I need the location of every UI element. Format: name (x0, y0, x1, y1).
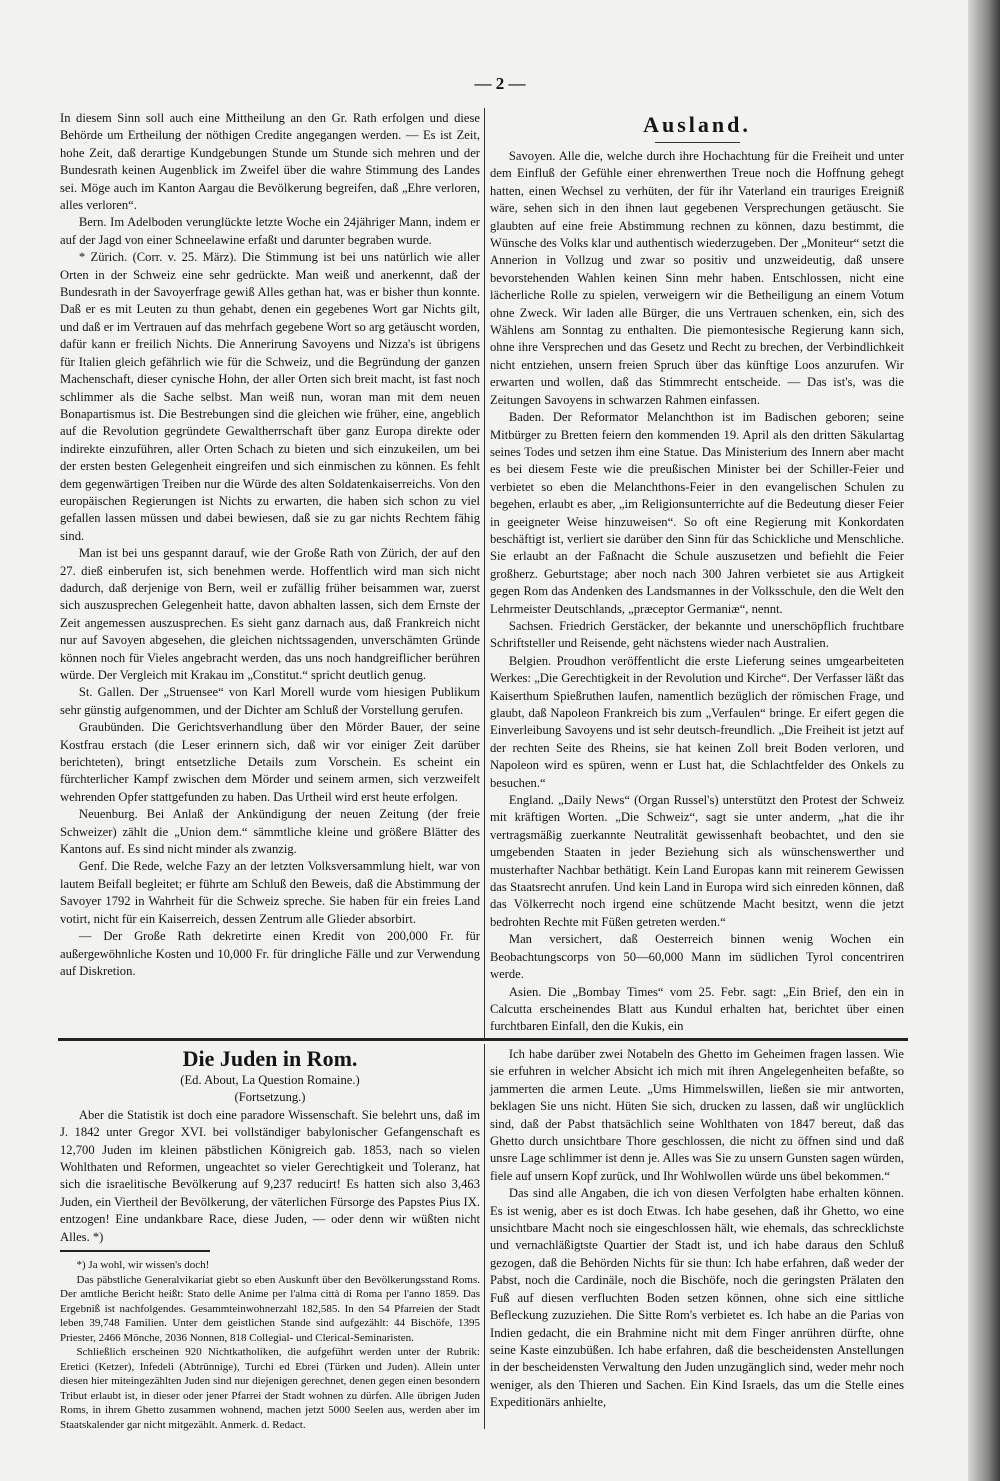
feuilleton-left (60, 1046, 480, 1432)
paragraph: Asien. Die „Bombay Times“ vom 25. Febr. sagt: „Ein Brief, den ein in Calcutta erscheinendes Blatt aus Kundul erhalten hat, berichtet über einen furchtbaren Einfall, den die Kukis, ein (490, 984, 904, 1034)
footnote: Schließlich erscheinen 920 Nichtkatholiken, die aufgeführt werden unter der Rubrik: Eretici (Ketzer), Infedeli (Abtrünnige), Turchi ed Ebrei (Türken und Juden). Allein unter diesen hier miteingezählten Juden sind nur diejenigen gerechnet, denen gegen einen besondern Tribut erlaubt ist, in dieser oder jener Pfarrei der Stadt wohnen zu dürfen. Alle übrigen Juden Roms, in ihrem Ghetto zusammen wohnend, machen jetzt 5000 Seelen aus, werden aber im Staatskalender gar nicht mitgezählt. Anmerk. d. Redact. (60, 1346, 480, 1431)
feuilleton-source: (Ed. About, La Question Romaine.) (180, 1073, 360, 1087)
paragraph: * Zürich. (Corr. v. 25. März). Die Stimmung ist bei uns natürlich wie aller Orten in der Schweiz eine sehr gedrückte. Man weiß und anerkennt, daß der Bundesrath in der Savoyerfrage gewiß Alles gethan hat, was er bisher thun konnte. Daß er es mit Leuten zu thun gehabt, denen ein gegebenes Wort gar Nichts gilt, und daß er im Vertrauen auf das mehrfach gegebene Wort so arg getäuscht worden, dafür kann er freilich Nichts. Die Annerirung Savoyens und Nizza's ist übrigens für Italien gleich gefährlich wie für die Schweiz, und die Begründung der ganzen Machenschaft, dieser cynische Hohn, der aller Orten sich breit macht, ist fast noch schlimmer als die Sache selbst. Man weiß nun, woran man mit dem neuen Bonapartismus ist. Die Bestrebungen sind die gleichen wie früher, eine, angeblich auf die Revolution gegründete Gewaltherrschaft über ganz Europa direkte oder indirekte einzuführen, aller Orten Schach zu bieten und sich einzukeilen, um bei der ersten besten Gelegenheit eingreifen und sich einmischen zu können. Es fehlt dem gegenwärtigen Treiben nur die Würde des alten Soldatenkaiserreichs. Von den europäischen Regierungen ist Nichts zu erwarten, die haben sich schon zu viel gefallen lassen müssen und dabei bewiesen, daß sie zu gar nichts Rechtem fähig sind. (60, 250, 480, 543)
column-divider (484, 108, 485, 1038)
column-divider-bottom (484, 1044, 485, 1429)
paragraph: — Der Große Rath dekretirte einen Kredit von 200,000 Fr. für außergewöhnliche Kosten und 10,000 Fr. für dringliche Fälle und zur Verwendung auf Diskretion. (60, 929, 480, 978)
feuilleton-title: Die Juden in Rom. (182, 1046, 358, 1071)
right-column-foreign-news (490, 148, 904, 1036)
paragraph: Bern. Im Adelboden verunglückte letzte Woche ein 24jähriger Mann, indem er auf der Jagd von einer Schneelawine erfaßt und darunter begraben wurde. (60, 215, 480, 247)
section-divider (58, 1038, 908, 1041)
section-heading-ausland: Ausland. (643, 112, 751, 137)
paragraph: Das sind alle Angaben, die ich von diesen Verfolgten habe erhalten können. Es ist wenig, aber es ist doch Etwas. Ich habe gesehen, daß ihr Ghetto, wo eine unsichtbare Macht noch sie eingeschlossen hält, wie ehemals, das schrecklichste und vernachläßigtste Quartier der Stadt ist, und ich habe daraus den Schluß gezogen, daß die Behörden Nichts für sie thun: Ich habe erfahren, daß weder der Pabst, noch die Cardinäle, noch die Bischöfe, noch die geringsten Prälaten den Fuß auf diesen verfluchten Boden setzen können, ohne sich eine sittliche Befleckung zuzuziehen. Die Sitte Rom's verbietet es. Ich habe an die Parias von Indien gedacht, die ein Brahmine nicht mit dem Finger anrühren dürfte, ohne seine Kaste einzubüßen. Ich habe erfahren, daß die bescheidensten Anstellungen in der bescheidensten Verwaltung den Juden unzugänglich sind, weder mehr noch weniger, als den Thieren und Sachen. Ein Kind Israels, das um die Stelle eines Expeditionärs anhielte, (490, 1186, 904, 1410)
paragraph: Genf. Die Rede, welche Fazy an der letzten Volksversammlung hielt, war von lautem Beifall begleitet; er führte am Schluß den Beweis, daß die Abstimmung der Savoyer 1792 in Wahrheit für die Schweiz spreche. Sie haben für ein freies Land votirt, nicht für ein Kaiserreich, dessen Zentrum alle Glieder absorbirt. (60, 859, 480, 926)
page-edge (968, 0, 1000, 1481)
paragraph: England. „Daily News“ (Organ Russel's) unterstützt den Protest der Schweiz mit kräftigen Worten. „Die Schweiz“, sagt sie unter anderm, „hat die ihr vertragsmäßig zuerkannte Neutralität gewissenhaft beobachtet, und den sie umgebenden Staaten in jeder Beziehung sich als wünschenswerther und musterhafter Nachbar bethätigt. Kein Land Europas kann mit reinerem Gewissen das Staatsrecht anrufen. Und kein Land in Europa wird sich einreden können, daß das Völkerrecht noch irgend eine schützende Macht besitzt, wenn die jetzt bedrohten Rechte mit Füßen getreten werden.“ (490, 793, 904, 929)
paragraph: Savoyen. Alle die, welche durch ihre Hochachtung für die Freiheit und unter dem Einfluß der Gefühle einer ehrenwerthen Treue noch die Hoffnung gehegt hatten, einen Wechsel zu verhüten, der für ihr Vaterland ein trauriges Ereigniß wäre, sehen sich in den ihnen laut gegebenen Versprechungen getäuscht. Sie glaubten auf eine freie Abstimmung rechnen zu können, dazu bestimmt, die Wünsche des Volks klar und authentisch wiederzugeben. Der „Moniteur“ setzt die Annerion in Vollzug und zwar so positiv und unzweideutig, daß unsere bevorstehenden Wahlen keinen Sinn mehr haben. Entschlossen, nicht eine lächerliche Rolle zu spielen, verweigern wir die Betheiligung an einem Votum ohne Zweck. Wir laden alle Bürger, die uns Vertrauen schenken, ein, sich des Wählens am Sonntag zu enthalten. Die piemontesische Regierung kann sich, ohne ihre Versprechen und das Gesetz und Recht zu brechen, der Verbindlichkeit nicht entziehen, unsern freien Spruch über das künftige Loos anzurufen. Wir erwarten und wollen, daß das Stimmrecht entscheide. — Das ist's, was die Zeitungen Savoyens in schwarzen Rahmen einfassen. (490, 149, 904, 407)
paragraph: Ich habe darüber zwei Notabeln des Ghetto im Geheimen fragen lassen. Wie sie erfuhren in welcher Absicht ich mich mit ihren Angelegenheiten befaßte, so jammerten die armen Leute. „Ums Himmelswillen, ließen sie mir antworten, beklagen Sie uns nicht. Hüten Sie sich, drucken zu lassen, daß wir unglücklich sind, daß der Pabst thatsächlich seine Wohlthaten von 1847 bereut, daß das Ghetto durch unsichtbare Thore geschlossen, die nicht zu öffnen sind und daß unsre Lage schlimmer ist denn je. Alles was Sie zu unsern Gunsten sagen würden, fiele auf unsern Kopf zurück, und Ihr Wohlwollen würde uns übel bekommen.“ (490, 1047, 904, 1183)
paragraph: Aber die Statistik ist doch eine paradore Wissenschaft. Sie belehrt uns, daß im J. 1842 unter Gregor XVI. bei vollständiger babylonischer Gefangenschaft es 12,700 Juden im kleinen päbstlichen Königreich gab. 1853, nach so vielen Wohlthaten und Reformen, ungeachtet so vieler Gerechtigkeit und Toleranz, hat sich die israelitische Bevölkerung auf 9,237 reducirt! Es hatten sich also 3,463 Juden, ein Viertheil der Bevölkerung, der väterlichen Fürsorge des Papstes Pius IX. entzogen! Eine undankbare Race, diese Juden, — oder denn wir wüßten nicht Alles. *) (60, 1107, 480, 1244)
paragraph: Sachsen. Friedrich Gerstäcker, der bekannte und unerschöpflich fruchtbare Schriftsteller und Reisende, geht nächstens wieder nach Australien. (490, 618, 904, 651)
heading-rule (655, 142, 740, 143)
paragraph: Man ist bei uns gespannt darauf, wie der Große Rath von Zürich, der auf den 27. dieß einberufen ist, sich benehmen werde. Hoffentlich wird man sich nicht dadurch, daß derjenige von Bern, weil er zufällig früher beisammen war, zuerst sich auszusprechen Gelegenheit hatte, davon abhalten lassen, sich dem Ernste der Zeit angemessen auszusprechen. Es sieht ganz darnach aus, daß Frankreich nicht nur auf Savoyen abgesehen, die gleichen nichtssagenden, unverschämten Gründe können noch für Vieles angebracht werden, das uns noch handgreiflicher berühren würde. Der Vergleich mit Krakau im „Constitut.“ spricht deutlich genug. (60, 546, 480, 682)
left-column-news (60, 110, 480, 980)
paragraph: In diesem Sinn soll auch eine Mittheilung an den Gr. Rath erfolgen und diese Behörde um Ertheilung der nöthigen Credite angegangen werden. — Es ist Zeit, hohe Zeit, daß derartige Kundgebungen Stunde um Stunde sich mehren und der Bundesrath keinen Augenblick im Zweifel über die wahre Stimmung des Landes sei. Möge auch im Kanton Aargau die Bevölkerung begreifen, daß „Ehre verloren, alles verloren“. (60, 111, 480, 213)
paragraph: Baden. Der Reformator Melanchthon ist im Badischen geboren; seine Mitbürger zu Bretten feiern den kommenden 19. April als den dritten Säkulartag seines Todes und setzen ihm eine Statue. Das Ministerium des Innern aber macht es bei diesem Feste wie die preußischen Minister bei der Schiller-Feier und verbietet so eben die Melanchthons-Feier in den evangelischen Schulen zu begehen, erlaubt es aber, „im Religionsunterrichte auf die Bedeutung dieser Feier in geeigneter Weise hinzuweisen“. So oft eine Regierung mit Konkordaten beschäftigt ist, verliert sie darüber den Sinn für das Schickliche und Menschliche. Sie erlaubt an der Faßnacht die Schule auszusetzen und befiehlt die Feier großherz. Geburtstage; aber noch nach 300 Jahren verbietet sie aus Artigkeit gegen Rom das Andenken des Landsmannes in der Volksschule, den die Welt den Lehrmeister Deutschlands, „præceptor Germaniæ“, nennt. (490, 410, 904, 616)
feuilleton-continuation: (Fortsetzung.) (234, 1090, 306, 1105)
feuilleton-right (490, 1046, 904, 1412)
paragraph: Neuenburg. Bei Anlaß der Ankündigung der neuen Zeitung (der freie Schweizer) zählt die „Union dem.“ sämmtliche kleine und größere Blätter des Kantons auf. Es sind nicht minder als zwanzig. (60, 807, 480, 857)
footnote: *) Ja wohl, wir wissen's doch! (76, 1259, 210, 1272)
paragraph: Belgien. Proudhon veröffentlicht die erste Lieferung seines umgearbeiteten Werkes: „Die Gerechtigkeit in der Revolution und Kirche“. Der Verfasser läßt das Kaiserthum Spießruthen laufen, namentlich bezüglich der römischen Frage, und glaubt, daß Napoleon Frankreich bis zum „Verfaulen“ bringe. Er eifert gegen die Einverleibung Savoyens und ist sehr deutsch-freundlich. „Die Freiheit ist jetzt auf der rechten Seite des Rheins, sie hat keinen Zoll breit Boden verloren, und Napoleon wird es spüren, wenn er Lust hat, die Schlachtfelder des Onkels zu besuchen.“ (490, 653, 904, 790)
page-number: — 2 — (474, 74, 526, 93)
footnote-rule (60, 1250, 210, 1252)
paragraph: Graubünden. Die Gerichtsverhandlung über den Mörder Bauer, der seine Kostfrau erstach (die Leser erinnern sich, daß wir vor einiger Zeit darüber berichteten), bringt entsetzliche Details zum Vorschein. Es scheint ein fürchterlicher Kampf zwischen dem Mörder und seinem armen, sich verzweifelt wehrenden Opfer stattgefunden zu haben. Das Urtheil wird erst heute erfolgen. (60, 720, 480, 804)
paragraph: St. Gallen. Der „Struensee“ von Karl Morell wurde vom hiesigen Publikum sehr günstig aufgenommen, und der Dichter am Schluß der Vorstellung gerufen. (60, 685, 480, 717)
paragraph: Man versichert, daß Oesterreich binnen wenig Wochen ein Beobachtungscorps von 50—60,000 Mann im südlichen Tyrol concentriren werde. (490, 932, 904, 982)
footnote: Das päbstliche Generalvikariat giebt so eben Auskunft über den Bevölkerungsstand Roms. Der amtliche Bericht heißt: Stato delle Anime per l'alma città di Roma per l'anno 1859. Das Ergebniß ist nachfolgendes. Gesammteinwohnerzahl 182,585. In den 54 Pfarreien der Stadt leben 39,748 Familien. Unter dem geistlichen Stande sind aufgezählt: 44 Bischöfe, 1395 Priester, 2466 Mönche, 2036 Nonnen, 818 Collegial- und Clerical-Seminaristen. (60, 1273, 480, 1344)
